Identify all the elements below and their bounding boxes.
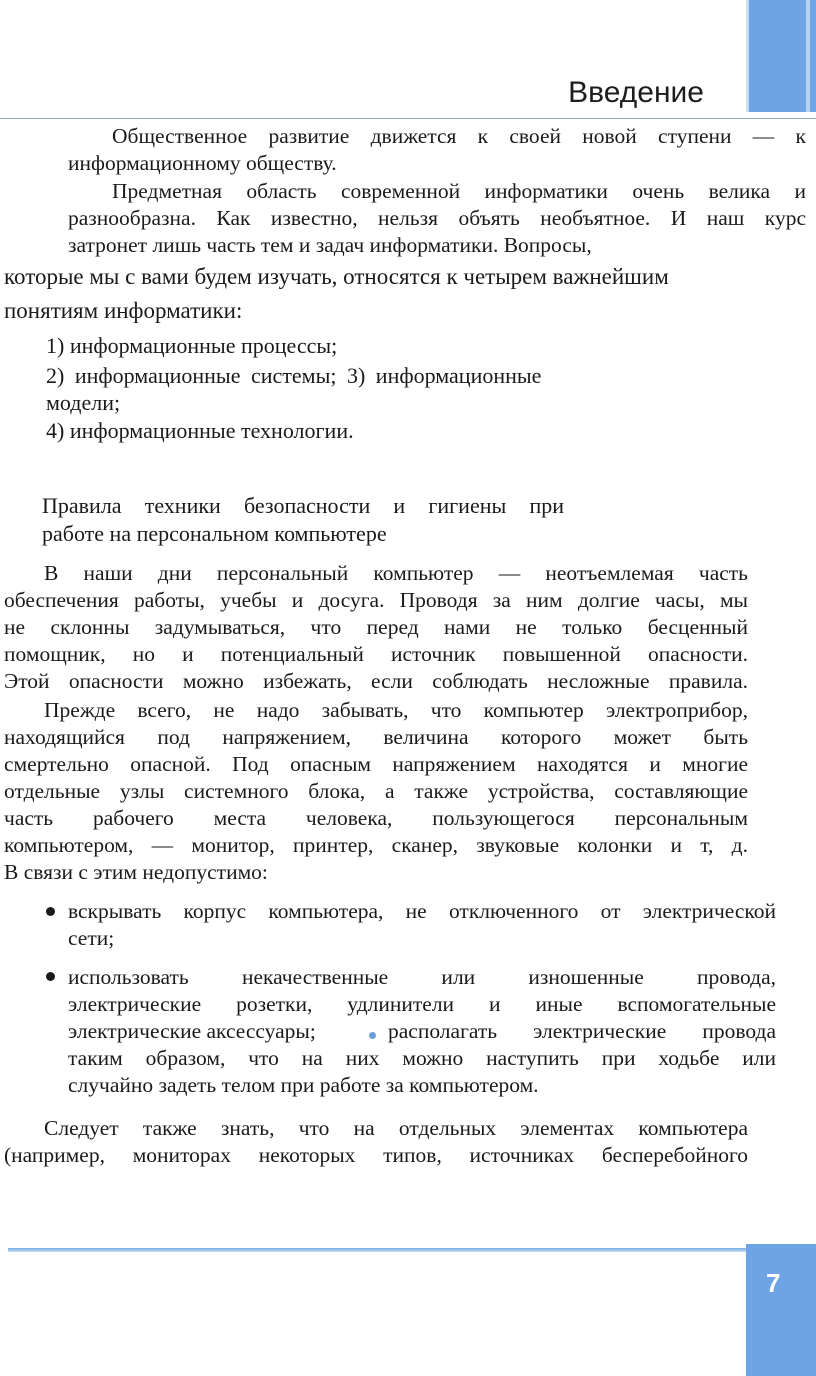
intro-p2-line2: разнообразна. Как известно, нельзя объять необъятное. И наш курс [68,206,806,230]
safety-p2-line: Прежде всего, не надо забывать, что компьютер электроприбор, [44,698,748,722]
bullet-dot-icon [46,972,55,981]
intro-p2-line5: понятиям информатики: [4,298,243,323]
safety-p2-line: отдельные узлы системного блока, а также устройства, составляющие [4,779,748,803]
concept-item-2: 2) информационные системы; 3) информационные [46,363,542,388]
safety-p2-line: В связи с этим недопустимо: [4,860,268,884]
footer-accent-tab [746,1244,816,1376]
intro-p2-line4: которые мы с вами будем изучать, относятся к четырем важнейшим [4,264,669,289]
concept-item-1: 1) информационные процессы; [46,333,338,358]
bullet3-line: случайно задеть телом при работе за компьютером. [68,1073,539,1097]
safety-p1-line: Этой опасности можно избежать, если соблюдать несложные правила. [4,669,748,693]
intro-p1-line2: информационному обществу. [68,151,337,175]
safety-heading-line2: работе на персональном компьютере [42,521,387,546]
bullet3-line: располагать электрические провода [388,1019,776,1043]
bullet1-line: вскрывать корпус компьютера, не отключенного от электрической [68,899,776,923]
page-number: 7 [766,1268,781,1298]
safety-p2-line: компьютером, — монитор, принтер, сканер, звуковые колонки и т, д. [4,833,748,857]
bullet2-line: использовать некачественные или изношенные провода, [68,965,776,989]
bullet3-line: таким образом, что на них можно наступить при ходьбе или [68,1046,776,1070]
safety-p2-line: часть рабочего места человека, пользующегося персональным [4,806,748,830]
bullet-dot-icon [369,1032,376,1039]
section-title: Введение [568,76,704,109]
safety-p1-line: помощник, но и потенциальный источник повышенной опасности. [4,642,748,666]
bullet1-line: сети; [68,926,115,950]
safety-p2-line: находящийся под напряжением, величина которого может быть [4,725,748,749]
safety-p3-line: (например, мониторах некоторых типов, источниках бесперебойного [4,1143,748,1167]
safety-p1-line: не склонны задумываться, что перед нами не только бесценный [4,615,748,639]
concept-item-2-cont: модели; [46,390,121,415]
bullet-dot-icon [46,907,55,916]
intro-p1-line1: Общественное развитие движется к своей новой ступени — к [112,124,806,148]
safety-p3-line: Следует также знать, что на отдельных элементах компьютера [44,1116,748,1140]
intro-p2-line3: затронет лишь часть тем и задач информатики. Вопросы, [68,233,592,257]
safety-p1-line: обеспечения работы, учебы и досуга. Проводя за ним долгие часы, мы [4,588,748,612]
footer-rule [8,1248,746,1252]
header-rule [0,118,816,119]
intro-p2-line1: Предметная область современной информатики очень велика и [112,179,806,203]
header-accent-tab [746,0,816,112]
safety-p2-line: смертельно опасной. Под опасным напряжением находятся и многие [4,752,748,776]
concept-item-4: 4) информационные технологии. [46,418,354,443]
safety-p1-line: В наши дни персональный компьютер — неотъемлемая часть [44,561,748,585]
bullet2-line: электрические розетки, удлинители и иные вспомогательные [68,992,776,1016]
bullet2-line: электрические аксессуары; [68,1019,316,1043]
safety-heading-line1: Правила техники безопасности и гигиены при [42,493,564,518]
